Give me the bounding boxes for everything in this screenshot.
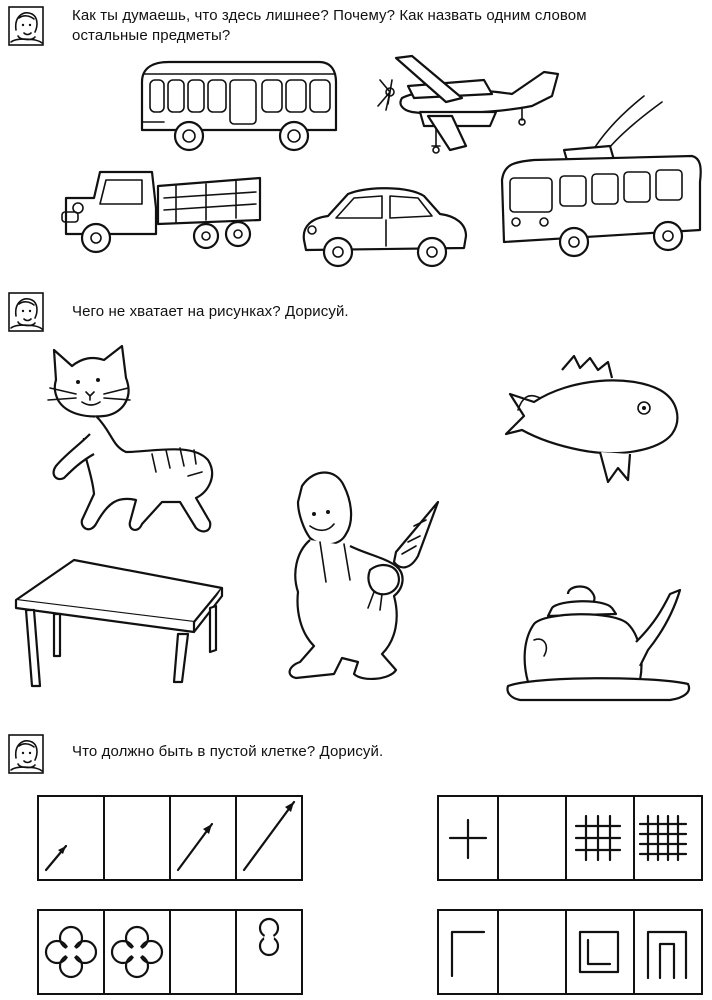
task-2-text: Чего не хватает на рисунках? Дорисуй. — [72, 303, 349, 320]
task-2-child-icon — [8, 292, 44, 332]
task-1-line-1: Как ты думаешь, что здесь лишнее? Почему? Как назвать одним словом — [72, 7, 587, 24]
task-3-child-icon — [8, 734, 44, 774]
task-1-line-2: остальные предметы? — [72, 27, 231, 44]
fish-icon — [500, 350, 684, 490]
task-3-text: Что должно быть в пустой клетке? Дорисуй. — [72, 743, 384, 760]
truck-icon — [56, 158, 266, 258]
flower-sequence — [36, 908, 306, 996]
trolleybus-icon — [494, 92, 706, 264]
teapot-icon — [504, 580, 704, 704]
square-sequence — [436, 908, 706, 996]
cat-icon — [42, 342, 218, 538]
bunny-icon — [270, 462, 454, 692]
car-icon — [298, 178, 474, 274]
arrow-sequence — [36, 794, 306, 882]
grid-sequence — [436, 794, 706, 882]
table-icon — [12, 556, 228, 690]
task-1-child-icon — [8, 6, 44, 46]
bus-icon — [134, 52, 344, 162]
